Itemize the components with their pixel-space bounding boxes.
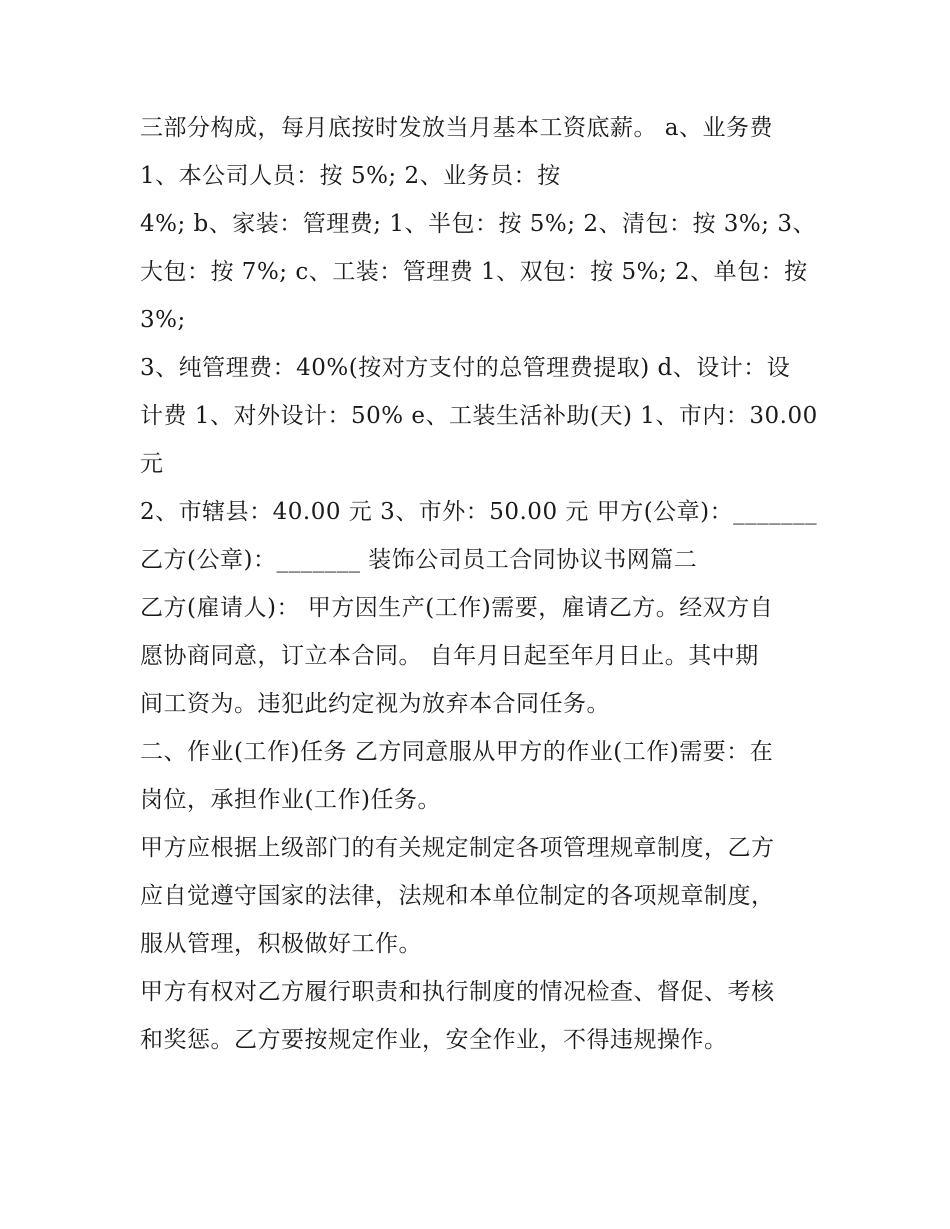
text-line: 乙方(雇请人)： 甲方因生产(工作)需要，雇请乙方。经双方自	[140, 595, 774, 621]
text-line: 2、市辖县：40.00 元 3、市外：50.00 元 甲方(公章)：_______	[140, 499, 818, 525]
text-line: 3、纯管理费：40%(按对方支付的总管理费提取) d、设计：设	[140, 355, 791, 381]
text-line: 1、本公司人员：按 5%; 2、业务员：按	[140, 163, 561, 189]
text-line: 间工资为。违犯此约定视为放弃本合同任务。	[140, 691, 610, 717]
text-line: 元	[140, 451, 164, 477]
text-line: 3%;	[140, 307, 186, 333]
text-line: 三部分构成，每月底按时发放当月基本工资底薪。 a、业务费	[140, 115, 774, 141]
text-line: 二、作业(工作)任务 乙方同意服从甲方的作业(工作)需要：在	[140, 739, 774, 765]
text-line: 大包：按 7%; c、工装：管理费 1、双包：按 5%; 2、单包：按	[140, 259, 808, 285]
text-line: 和奖惩。乙方要按规定作业，安全作业，不得违规操作。	[140, 1027, 728, 1053]
text-line: 甲方应根据上级部门的有关规定制定各项管理规章制度，乙方	[140, 835, 775, 861]
text-line: 应自觉遵守国家的法律，法规和本单位制定的各项规章制度，	[140, 883, 775, 909]
text-line: 服从管理，积极做好工作。	[140, 931, 422, 957]
text-line: 甲方有权对乙方履行职责和执行制度的情况检查、督促、考核	[140, 979, 775, 1005]
text-line: 4%; b、家装：管理费; 1、半包：按 5%; 2、清包：按 3%; 3、	[140, 211, 816, 237]
document-body	[140, 104, 820, 1064]
text-line: 计费 1、对外设计：50% e、工装生活补助(天) 1、市内：30.00	[140, 403, 818, 429]
text-line: 乙方(公章)：_______ 装饰公司员工合同协议书网篇二	[140, 547, 698, 573]
text-line: 愿协商同意，订立本合同。 自年月日起至年月日止。其中期	[140, 643, 759, 669]
text-line: 岗位，承担作业(工作)任务。	[140, 787, 441, 813]
